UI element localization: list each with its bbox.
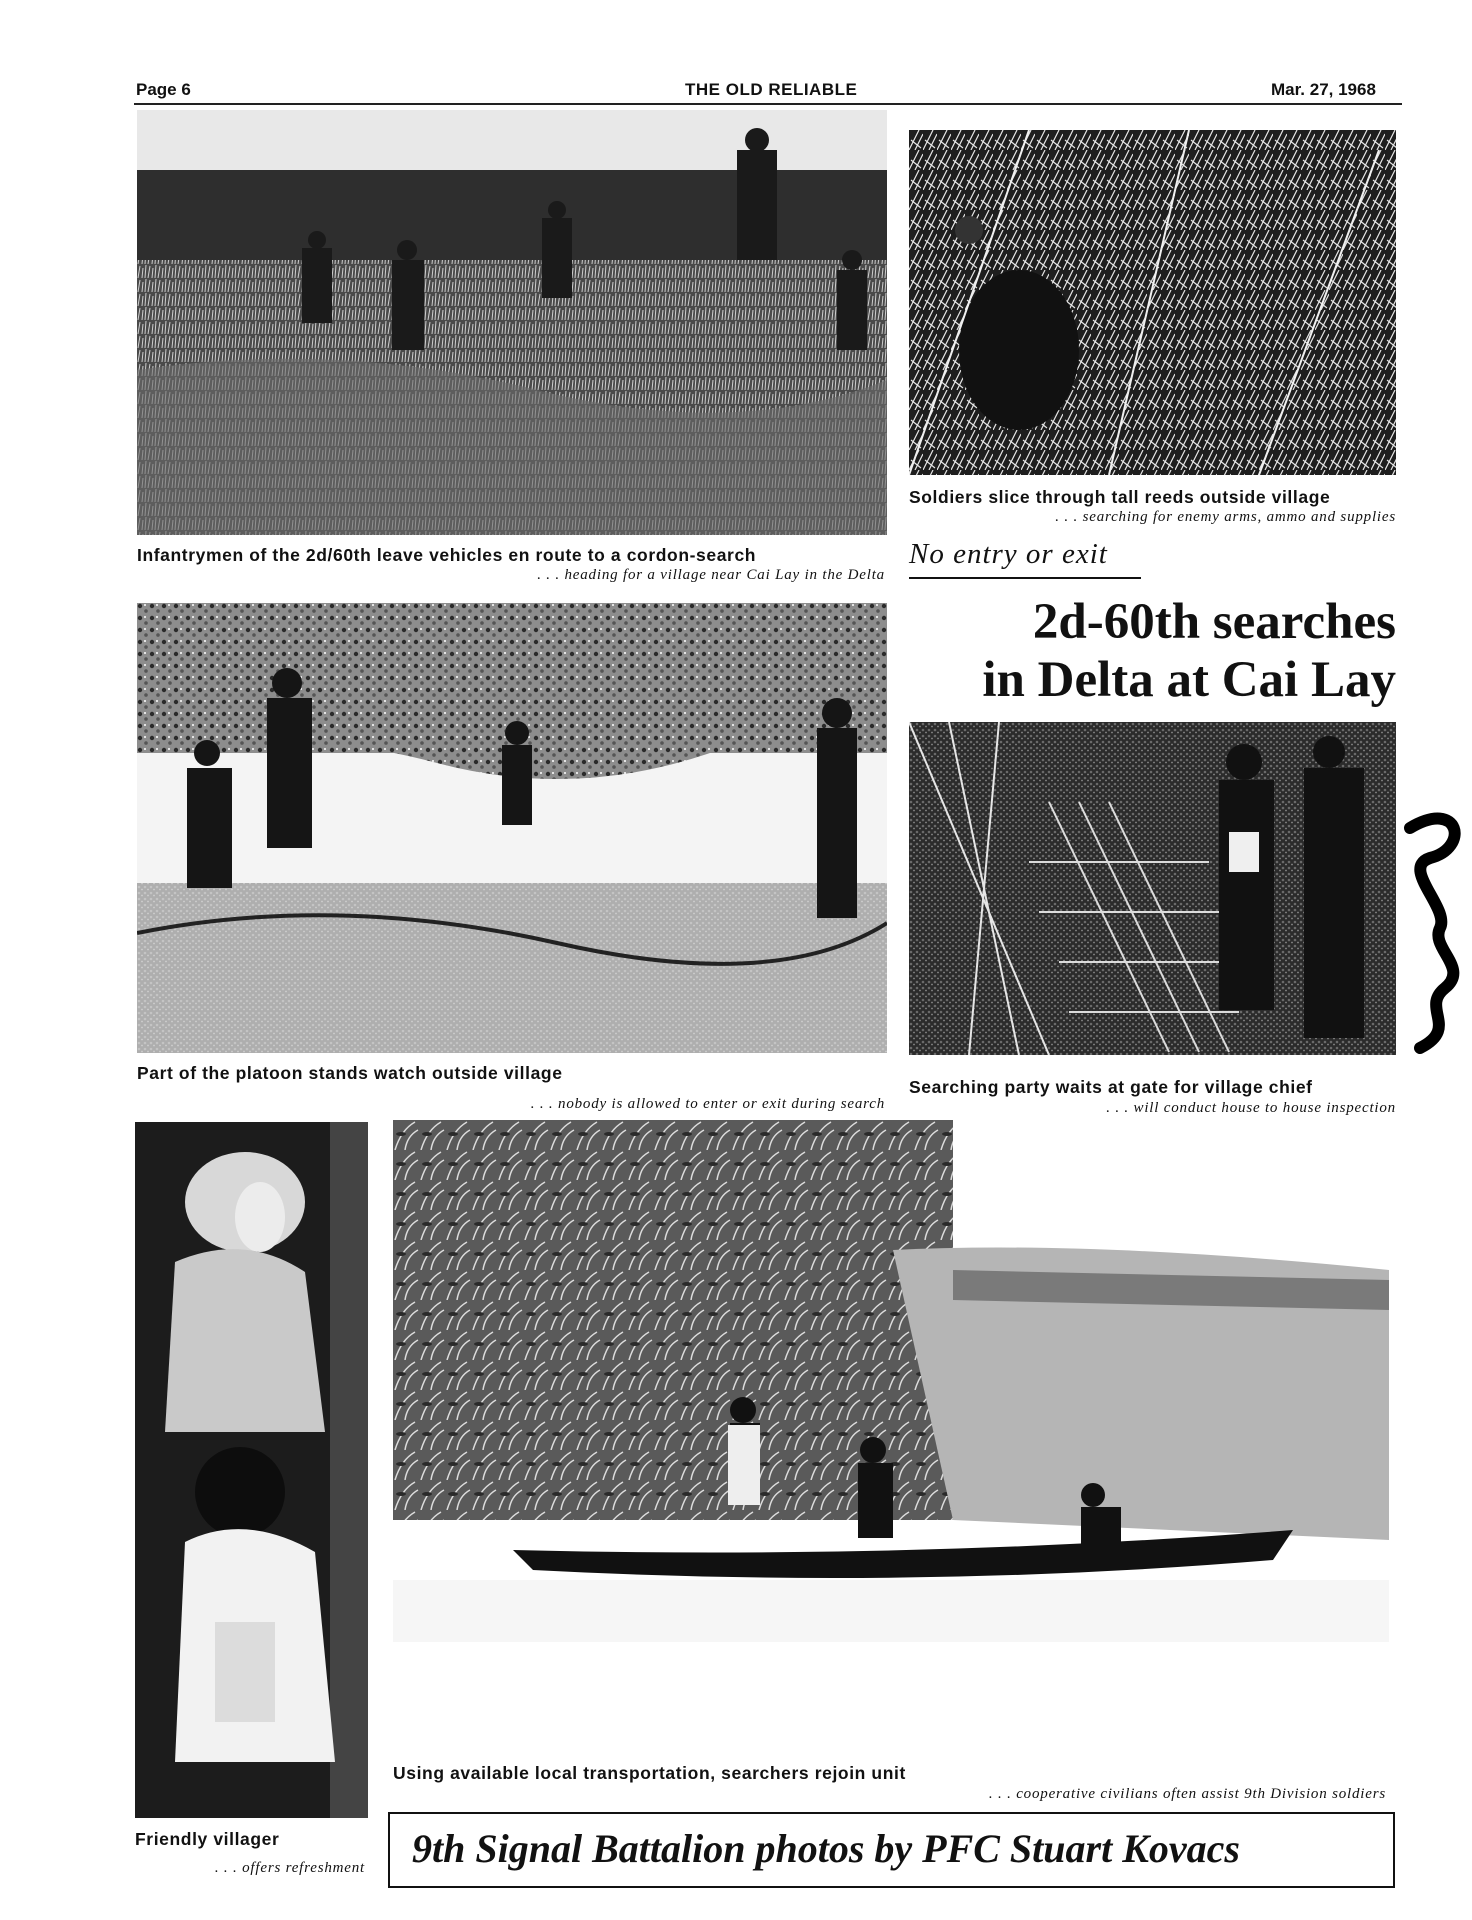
photo-reeds <box>909 130 1396 475</box>
caption-reeds: Soldiers slice through tall reeds outside village <box>909 487 1331 507</box>
headline-kicker: No entry or exit <box>909 538 1108 570</box>
caption-villager: Friendly villager <box>135 1829 280 1849</box>
photo-credit: 9th Signal Battalion photos by PFC Stuart Kovacs <box>412 1826 1240 1871</box>
subcaption-gate: . . . will conduct house to house inspection <box>1106 1100 1396 1116</box>
header-rule <box>134 103 1402 105</box>
newspaper-name: THE OLD RELIABLE <box>685 80 858 99</box>
caption-gate: Searching party waits at gate for village chief <box>909 1077 1313 1097</box>
subcaption-platoon: . . . nobody is allowed to enter or exit during search <box>530 1096 885 1112</box>
page-number: Page 6 <box>136 80 191 99</box>
subcaption-villager: . . . offers refreshment <box>214 1860 365 1876</box>
photo-vehicles <box>137 110 887 535</box>
ink-squiggle <box>1400 808 1472 1058</box>
caption-boat: Using available local transportation, searchers rejoin unit <box>393 1763 906 1783</box>
photo-gate <box>909 722 1396 1055</box>
issue-date: Mar. 27, 1968 <box>1271 80 1376 99</box>
subcaption-reeds: . . . searching for enemy arms, ammo and supplies <box>1055 509 1396 525</box>
caption-platoon: Part of the platoon stands watch outside village <box>137 1063 563 1083</box>
kicker-rule <box>909 577 1141 579</box>
photo-boat <box>393 1120 1389 1642</box>
photo-platoon <box>137 603 887 1053</box>
headline-line-1: 2d-60th searches <box>1032 594 1396 650</box>
headline-line-2: in Delta at Cai Lay <box>982 652 1396 708</box>
caption-vehicles: Infantrymen of the 2d/60th leave vehicles en route to a cordon-search <box>137 545 757 565</box>
photo-villager <box>135 1122 368 1818</box>
subcaption-boat: . . . cooperative civilians often assist 9th Division soldiers <box>988 1786 1386 1802</box>
subcaption-vehicles: . . . heading for a village near Cai Lay in the Delta <box>537 567 885 583</box>
